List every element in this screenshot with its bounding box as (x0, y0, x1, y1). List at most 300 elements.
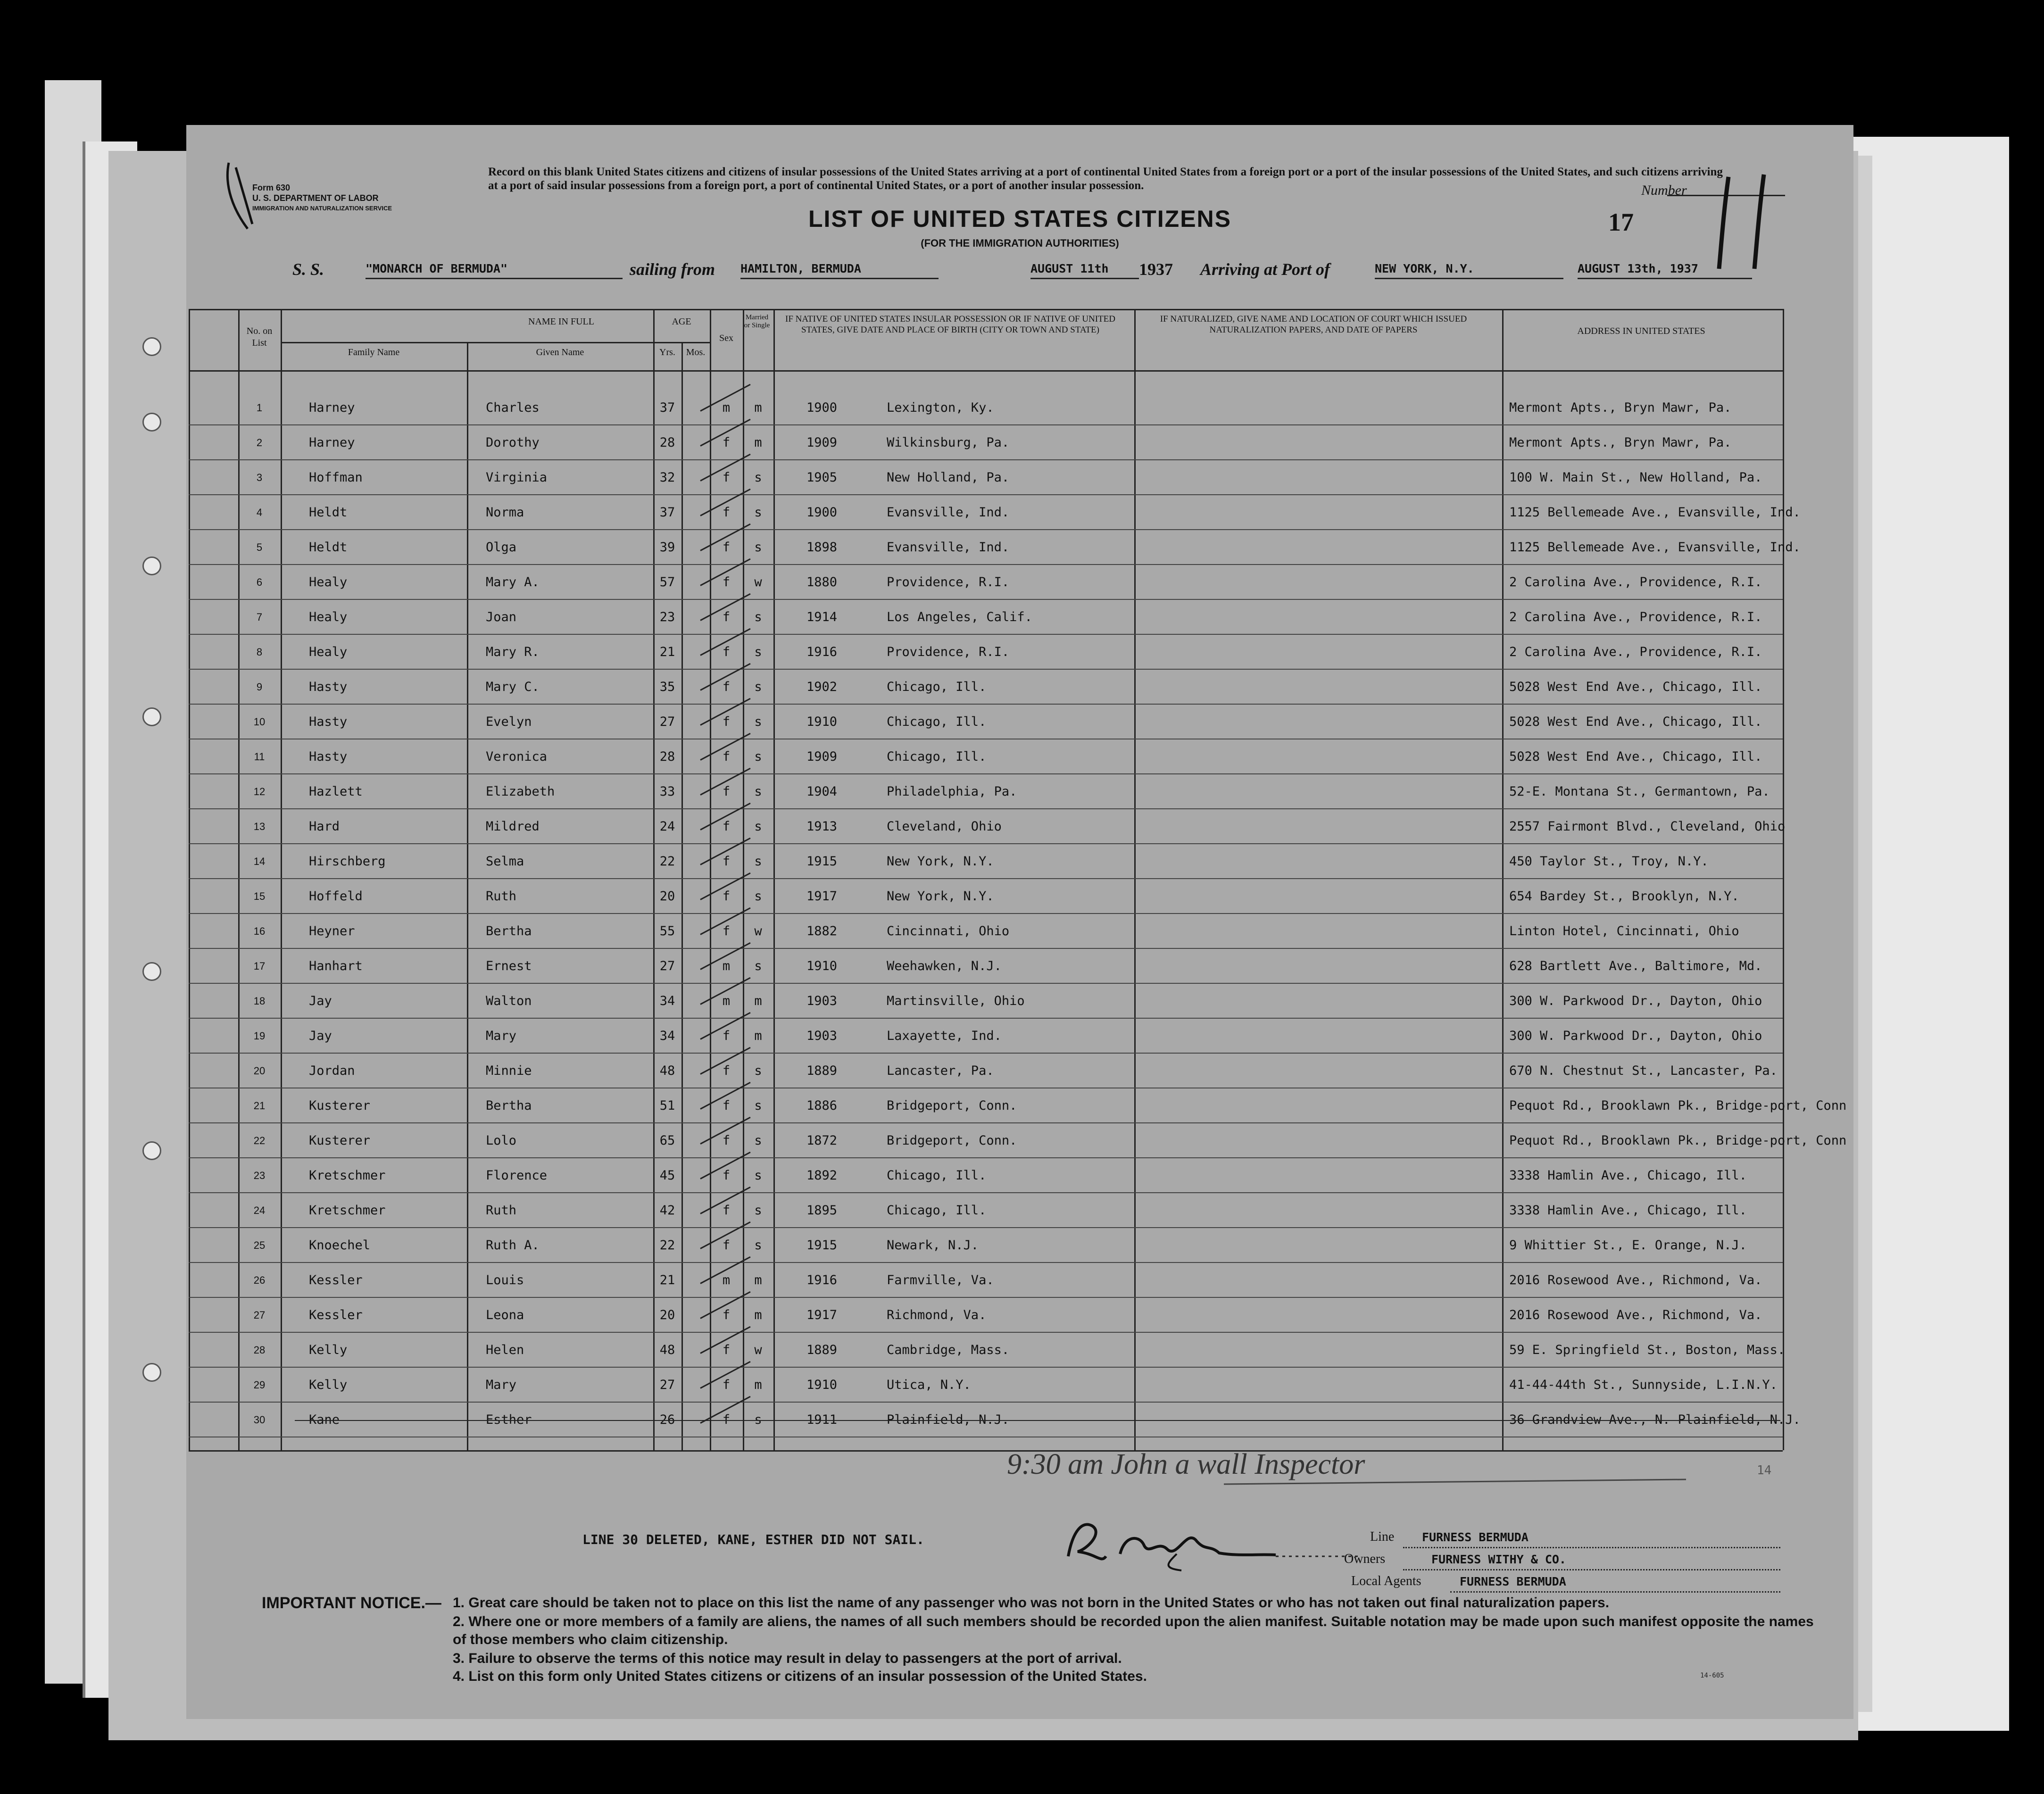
age-years: 35 (659, 680, 675, 694)
handwritten-inspector-note (988, 1445, 1695, 1493)
us-address: Pequot Rd., Brooklawn Pk., Bridge-port, Conn (1509, 1098, 1847, 1113)
column-divider (467, 342, 468, 1450)
marital-status: s (754, 645, 762, 659)
bottom-code: 14-605 (1700, 1672, 1724, 1679)
handwritten-number (1710, 172, 1785, 271)
birth-year: 1889 (806, 1063, 838, 1078)
sex: f (722, 1238, 731, 1253)
table-top-border (189, 309, 1783, 310)
family-name: Hasty (309, 680, 348, 694)
binder-hole (142, 337, 161, 356)
family-name: Heldt (309, 505, 348, 520)
sex: f (722, 819, 731, 834)
family-name: Kusterer (309, 1133, 371, 1148)
birth-year: 1905 (806, 470, 838, 485)
birth-place: Evansville, Ind. (887, 505, 1010, 520)
row-rule (189, 808, 1783, 809)
age-years: 27 (659, 714, 675, 729)
marital-status: s (754, 1238, 762, 1253)
birth-place: Plainfield, N.J. (887, 1412, 1010, 1427)
row-number: 2 (256, 437, 263, 448)
age-years: 20 (659, 1308, 675, 1322)
row-number: 16 (253, 925, 266, 937)
row-rule (189, 878, 1783, 879)
notice-item-3: 3. Failure to observe the terms of this notice may result in delay to passengers at the port of arrival. (453, 1651, 1122, 1666)
given-name: Walton (486, 994, 532, 1008)
row-number: 28 (253, 1344, 266, 1356)
service-label: IMMIGRATION AND NATURALIZATION SERVICE (252, 205, 392, 212)
row-number: 25 (253, 1239, 266, 1251)
local-agents-label: Local Agents (1351, 1574, 1421, 1588)
row-number: 20 (253, 1065, 266, 1077)
us-address: 100 W. Main St., New Holland, Pa. (1509, 470, 1762, 485)
manifest-sheet (186, 125, 1853, 1719)
us-address: 300 W. Parkwood Dr., Dayton, Ohio (1509, 994, 1762, 1008)
birth-place: Bridgeport, Conn. (887, 1098, 1017, 1113)
birth-place: Lancaster, Pa. (887, 1063, 994, 1078)
row-rule (189, 669, 1783, 670)
sex: f (722, 1133, 731, 1148)
col-married-header: Married or Single (744, 314, 770, 329)
line-label: Line (1370, 1529, 1395, 1544)
table-left-border (189, 309, 190, 1450)
birth-year: 1914 (806, 610, 838, 624)
sex: f (722, 1308, 731, 1322)
birth-place: Bridgeport, Conn. (887, 1133, 1017, 1148)
birth-place: Cambridge, Mass. (887, 1343, 1010, 1357)
birth-year: 1903 (806, 1029, 838, 1043)
family-name: Harney (309, 435, 355, 450)
birth-year: 1911 (806, 1412, 838, 1427)
row-number: 17 (253, 960, 266, 972)
row-rule (189, 1367, 1783, 1368)
col-family-header: Family Name (348, 347, 400, 357)
us-address: 670 N. Chestnut St., Lancaster, Pa. (1509, 1063, 1778, 1078)
age-years: 65 (659, 1133, 675, 1148)
given-name: Bertha (486, 1098, 532, 1113)
sex: m (722, 959, 731, 973)
birth-year: 1916 (806, 645, 838, 659)
age-years: 26 (659, 1412, 675, 1427)
number-label: Number (1641, 183, 1687, 198)
row-rule (189, 843, 1783, 844)
us-address: 52-E. Montana St., Germantown, Pa. (1509, 784, 1770, 799)
family-name: Hanhart (309, 959, 363, 973)
birth-year: 1910 (806, 1378, 838, 1392)
given-name: Lolo (486, 1133, 517, 1148)
row-rule (189, 1053, 1783, 1054)
row-rule (189, 1192, 1783, 1193)
birth-place: Laxayette, Ind. (887, 1029, 1002, 1043)
age-years: 34 (659, 1029, 675, 1043)
row-rule (189, 634, 1783, 635)
col-given-header: Given Name (536, 347, 584, 357)
sex: f (722, 680, 731, 694)
marital-status: s (754, 1063, 762, 1078)
us-address: 3338 Hamlin Ave., Chicago, Ill. (1509, 1203, 1747, 1218)
us-address: Linton Hotel, Cincinnati, Ohio (1509, 924, 1739, 939)
row-rule (189, 459, 1783, 460)
sex: f (722, 749, 731, 764)
ship-name: "MONARCH OF BERMUDA" (366, 262, 623, 279)
us-address: 36 Grandview Ave., N. Plainfield, N.J. (1509, 1412, 1801, 1427)
signature (1059, 1512, 1365, 1573)
notice-item-2: 2. Where one or more members of a family are aliens, the names of all such members should be recorded upon the alien manifest. Suitable notation may be made upon such manifest opposite the names of those members who claim citizenship. (453, 1614, 1814, 1647)
row-number: 23 (253, 1170, 266, 1181)
us-address: 654 Bardey St., Brooklyn, N.Y. (1509, 889, 1739, 904)
birth-year: 1882 (806, 924, 838, 939)
binder-hole (142, 1363, 161, 1382)
us-address: 2 Carolina Ave., Providence, R.I. (1509, 645, 1762, 659)
family-name: Kane (309, 1412, 340, 1427)
sex: f (722, 575, 731, 590)
age-years: 42 (659, 1203, 675, 1218)
family-name: Kelly (309, 1343, 348, 1357)
birth-year: 1910 (806, 714, 838, 729)
birth-year: 1909 (806, 435, 838, 450)
birth-place: Providence, R.I. (887, 575, 1010, 590)
given-name: Bertha (486, 924, 532, 939)
given-name: Selma (486, 854, 524, 869)
marital-status: s (754, 714, 762, 729)
age-years: 20 (659, 889, 675, 904)
birth-place: Newark, N.J. (887, 1238, 979, 1253)
given-name: Joan (486, 610, 517, 624)
marital-status: m (754, 1273, 762, 1287)
form-title: LIST OF UNITED STATES CITIZENS (808, 206, 1232, 232)
form-number: Form 630 (252, 183, 291, 192)
marital-status: s (754, 819, 762, 834)
row-rule (189, 983, 1783, 984)
family-name: Harney (309, 400, 355, 415)
sex: f (722, 924, 731, 939)
given-name: Esther (486, 1412, 532, 1427)
us-address: 5028 West End Ave., Chicago, Ill. (1509, 749, 1762, 764)
family-name: Kusterer (309, 1098, 371, 1113)
given-name: Veronica (486, 749, 548, 764)
col-no-header: No. on List (246, 326, 273, 348)
birth-place: Lexington, Ky. (887, 400, 994, 415)
sex: f (722, 1378, 731, 1392)
us-address: Mermont Apts., Bryn Mawr, Pa. (1509, 400, 1732, 415)
marital-status: s (754, 1168, 762, 1183)
row-number: 5 (256, 541, 263, 553)
row-rule (189, 1402, 1783, 1403)
age-years: 28 (659, 435, 675, 450)
age-years: 57 (659, 575, 675, 590)
column-divider (1134, 309, 1136, 1450)
birth-year: 1903 (806, 994, 838, 1008)
form-instructions: Record on this blank United States citizens and citizens of insular possessions of the United States arriving at a port of continental United States from a foreign port or a port of the insular possessions of the United States, and such citizens arriving at a port of said insular possessions from a foreign port, a port of continental United States, or a port of another insular possession. (488, 166, 1723, 192)
line-underline (1403, 1547, 1780, 1548)
row-number: 11 (254, 751, 265, 763)
family-name: Hard (309, 819, 340, 834)
birth-year: 1910 (806, 959, 838, 973)
column-divider (281, 309, 282, 1450)
row-number: 26 (253, 1274, 266, 1286)
marital-status: s (754, 749, 762, 764)
row-rule (189, 529, 1783, 530)
given-name: Ernest (486, 959, 532, 973)
local-agents-value: FURNESS BERMUDA (1460, 1575, 1566, 1588)
sex: m (722, 994, 731, 1008)
sex: f (722, 435, 731, 450)
row-number: 18 (253, 995, 266, 1007)
us-address: 2016 Rosewood Ave., Richmond, Va. (1509, 1308, 1762, 1322)
owners-label: Owners (1344, 1552, 1386, 1566)
age-years: 33 (659, 784, 675, 799)
family-name: Knoechel (309, 1238, 371, 1253)
sex: f (722, 889, 731, 904)
given-name: Mary (486, 1378, 517, 1392)
birth-place: Los Angeles, Calif. (887, 610, 1032, 624)
family-name: Hasty (309, 749, 348, 764)
given-name: Mary (486, 1029, 517, 1043)
us-address: Mermont Apts., Bryn Mawr, Pa. (1509, 435, 1732, 450)
birth-place: Chicago, Ill. (887, 680, 987, 694)
us-address: 2557 Fairmont Blvd., Cleveland, Ohio (1509, 819, 1786, 834)
birth-place: Cincinnati, Ohio (887, 924, 1010, 939)
col-naturalized-header: IF NATURALIZED, GIVE NAME AND LOCATION OF COURT WHICH ISSUED NATURALIZATION PAPERS, AND DATE OF PAPERS (1160, 314, 1467, 335)
notice-item-4: 4. List on this form only United States citizens or citizens of an insular possession of the United States. (453, 1669, 1147, 1684)
given-name: Ruth (486, 1203, 517, 1218)
us-address: 628 Bartlett Ave., Baltimore, Md. (1509, 959, 1762, 973)
col-name-header: NAME IN FULL (528, 316, 594, 327)
given-name: Mary R. (486, 645, 540, 659)
birth-place: Martinsville, Ohio (887, 994, 1025, 1008)
sex: f (722, 714, 731, 729)
sex: f (722, 1203, 731, 1218)
row-rule (189, 1262, 1783, 1263)
row-number: 19 (253, 1030, 266, 1042)
row-number: 14 (253, 855, 266, 867)
birth-place: Philadelphia, Pa. (887, 784, 1017, 799)
us-address: 1125 Bellemeade Ave., Evansville, Ind. (1509, 505, 1801, 520)
birth-year: 1909 (806, 749, 838, 764)
notice-heading: IMPORTANT NOTICE.— (262, 1594, 441, 1612)
arriving-label: Arriving at Port of (1200, 260, 1330, 279)
strike-through-line (295, 1420, 1780, 1421)
marital-status: s (754, 889, 762, 904)
birth-year: 1902 (806, 680, 838, 694)
birth-place: Wilkinsburg, Pa. (887, 435, 1010, 450)
marital-status: s (754, 540, 762, 555)
us-address: 9 Whittier St., E. Orange, N.J. (1509, 1238, 1747, 1253)
sex: f (722, 645, 731, 659)
given-name: Evelyn (486, 714, 532, 729)
family-name: Jordan (309, 1063, 355, 1078)
birth-year: 1917 (806, 1308, 838, 1322)
birth-place: New York, N.Y. (887, 854, 994, 869)
marital-status: m (754, 400, 762, 415)
age-years: 55 (659, 924, 675, 939)
sex: f (722, 1029, 731, 1043)
age-years: 27 (659, 1378, 675, 1392)
row-number: 10 (253, 716, 266, 728)
owners-underline (1403, 1569, 1780, 1570)
given-name: Dorothy (486, 435, 540, 450)
age-years: 22 (659, 854, 675, 869)
row-rule (189, 1297, 1783, 1298)
family-name: Kessler (309, 1273, 363, 1287)
col-age-header: AGE (672, 316, 691, 327)
birth-year: 1892 (806, 1168, 838, 1183)
us-address: 450 Taylor St., Troy, N.Y. (1509, 854, 1709, 869)
birth-year: 1915 (806, 1238, 838, 1253)
row-number: 29 (253, 1379, 266, 1391)
marital-status: w (754, 924, 762, 939)
notice-item-1: 1. Great care should be taken not to place on this list the name of any passenger who was not born in the United States or who has not taken out final naturalization papers. (453, 1595, 1610, 1611)
us-address: 2 Carolina Ave., Providence, R.I. (1509, 610, 1762, 624)
birth-place: Weehawken, N.J. (887, 959, 1002, 973)
col-mos-header: Mos. (686, 347, 706, 357)
row-rule (189, 773, 1783, 774)
family-name: Jay (309, 1029, 332, 1043)
birth-year: 1904 (806, 784, 838, 799)
sex: f (722, 505, 731, 520)
row-rule (189, 948, 1783, 949)
birth-place: Cleveland, Ohio (887, 819, 1002, 834)
birth-year: 1917 (806, 889, 838, 904)
given-name: Mary C. (486, 680, 540, 694)
marital-status: s (754, 1133, 762, 1148)
family-name: Kessler (309, 1308, 363, 1322)
row-rule (189, 1227, 1783, 1228)
marital-status: s (754, 1412, 762, 1427)
marital-status: m (754, 1029, 762, 1043)
age-years: 23 (659, 610, 675, 624)
birth-place: New York, N.Y. (887, 889, 994, 904)
sailing-from-label: sailing from (630, 260, 715, 279)
age-years: 32 (659, 470, 675, 485)
family-name: Hoffeld (309, 889, 363, 904)
sex: f (722, 470, 731, 485)
birth-year: 1916 (806, 1273, 838, 1287)
row-number: 24 (253, 1204, 266, 1216)
row-number: 8 (256, 646, 263, 658)
given-name: Norma (486, 505, 524, 520)
arrival-date: AUGUST 13th, 1937 (1578, 262, 1752, 279)
binder-hole (142, 707, 161, 726)
birth-year: 1898 (806, 540, 838, 555)
us-address: 3338 Hamlin Ave., Chicago, Ill. (1509, 1168, 1747, 1183)
given-name: Virginia (486, 470, 548, 485)
row-rule (189, 913, 1783, 914)
arrival-port: NEW YORK, N.Y. (1375, 262, 1563, 279)
row-number: 22 (253, 1135, 266, 1146)
family-name: Kretschmer (309, 1168, 386, 1183)
us-address: 59 E. Springfield St., Boston, Mass. (1509, 1343, 1786, 1357)
us-address: Pequot Rd., Brooklawn Pk., Bridge-port, Conn (1509, 1133, 1847, 1148)
family-name: Healy (309, 575, 348, 590)
marital-status: s (754, 470, 762, 485)
marital-status: w (754, 575, 762, 590)
age-years: 39 (659, 540, 675, 555)
birth-place: Chicago, Ill. (887, 749, 987, 764)
sex: m (722, 1273, 731, 1287)
row-rule (189, 494, 1783, 495)
row-number: 9 (256, 681, 263, 693)
birth-year: 1880 (806, 575, 838, 590)
family-name: Healy (309, 645, 348, 659)
col-address-header: ADDRESS IN UNITED STATES (1577, 326, 1705, 336)
department-label: U. S. DEPARTMENT OF LABOR (252, 193, 379, 203)
given-name: Elizabeth (486, 784, 555, 799)
given-name: Florence (486, 1168, 548, 1183)
family-name: Hazlett (309, 784, 363, 799)
us-address: 5028 West End Ave., Chicago, Ill. (1509, 714, 1762, 729)
age-years: 21 (659, 1273, 675, 1287)
col-yrs-header: Yrs. (659, 347, 675, 357)
owners-value: FURNESS WITHY & CO. (1431, 1553, 1566, 1566)
deleted-line-note: LINE 30 DELETED, KANE, ESTHER DID NOT SAIL. (582, 1532, 924, 1547)
header-bottom-border (189, 370, 1783, 372)
birth-year: 1889 (806, 1343, 838, 1357)
given-name: Mildred (486, 819, 540, 834)
svg-text:9:30 am John a wall Inspector: 9:30 am John a wall Inspector (1007, 1448, 1365, 1480)
family-name: Kretschmer (309, 1203, 386, 1218)
marital-status: m (754, 1308, 762, 1322)
marital-status: m (754, 1378, 762, 1392)
marital-status: s (754, 505, 762, 520)
marital-status: m (754, 435, 762, 450)
row-rule (189, 1122, 1783, 1123)
given-name: Helen (486, 1343, 524, 1357)
marital-status: s (754, 784, 762, 799)
age-years: 22 (659, 1238, 675, 1253)
table-right-border (1783, 309, 1784, 1450)
row-rule (189, 564, 1783, 565)
us-address: 300 W. Parkwood Dr., Dayton, Ohio (1509, 1029, 1762, 1043)
row-number: 13 (253, 821, 266, 832)
column-divider (681, 342, 683, 1450)
family-name: Healy (309, 610, 348, 624)
column-divider (773, 309, 775, 1450)
birth-place: Providence, R.I. (887, 645, 1010, 659)
row-rule (189, 1332, 1783, 1333)
birth-place: Utica, N.Y. (887, 1378, 971, 1392)
marital-status: s (754, 680, 762, 694)
given-name: Mary A. (486, 575, 540, 590)
row-rule (189, 1018, 1783, 1019)
departure-year: 1937 (1139, 260, 1173, 279)
row-rule (189, 1157, 1783, 1158)
birth-place: Chicago, Ill. (887, 1168, 987, 1183)
binder-hole (142, 1141, 161, 1160)
birth-year: 1895 (806, 1203, 838, 1218)
binder-hole (142, 556, 161, 575)
line-value: FURNESS BERMUDA (1422, 1530, 1529, 1544)
given-name: Louis (486, 1273, 524, 1287)
marital-status: w (754, 1343, 762, 1357)
family-name: Hoffman (309, 470, 363, 485)
marital-status: s (754, 1098, 762, 1113)
age-years: 34 (659, 994, 675, 1008)
age-years: 27 (659, 959, 675, 973)
sex: f (722, 1098, 731, 1113)
given-name: Minnie (486, 1063, 532, 1078)
row-rule (189, 599, 1783, 600)
sex: f (722, 854, 731, 869)
given-name: Ruth A. (486, 1238, 540, 1253)
binder-hole (142, 962, 161, 981)
given-name: Charles (486, 400, 540, 415)
corner-mark: 14 (1757, 1463, 1772, 1478)
sex: f (722, 1412, 731, 1427)
local-agents-underline (1450, 1591, 1780, 1593)
row-rule (189, 704, 1783, 705)
birth-place: Chicago, Ill. (887, 1203, 987, 1218)
